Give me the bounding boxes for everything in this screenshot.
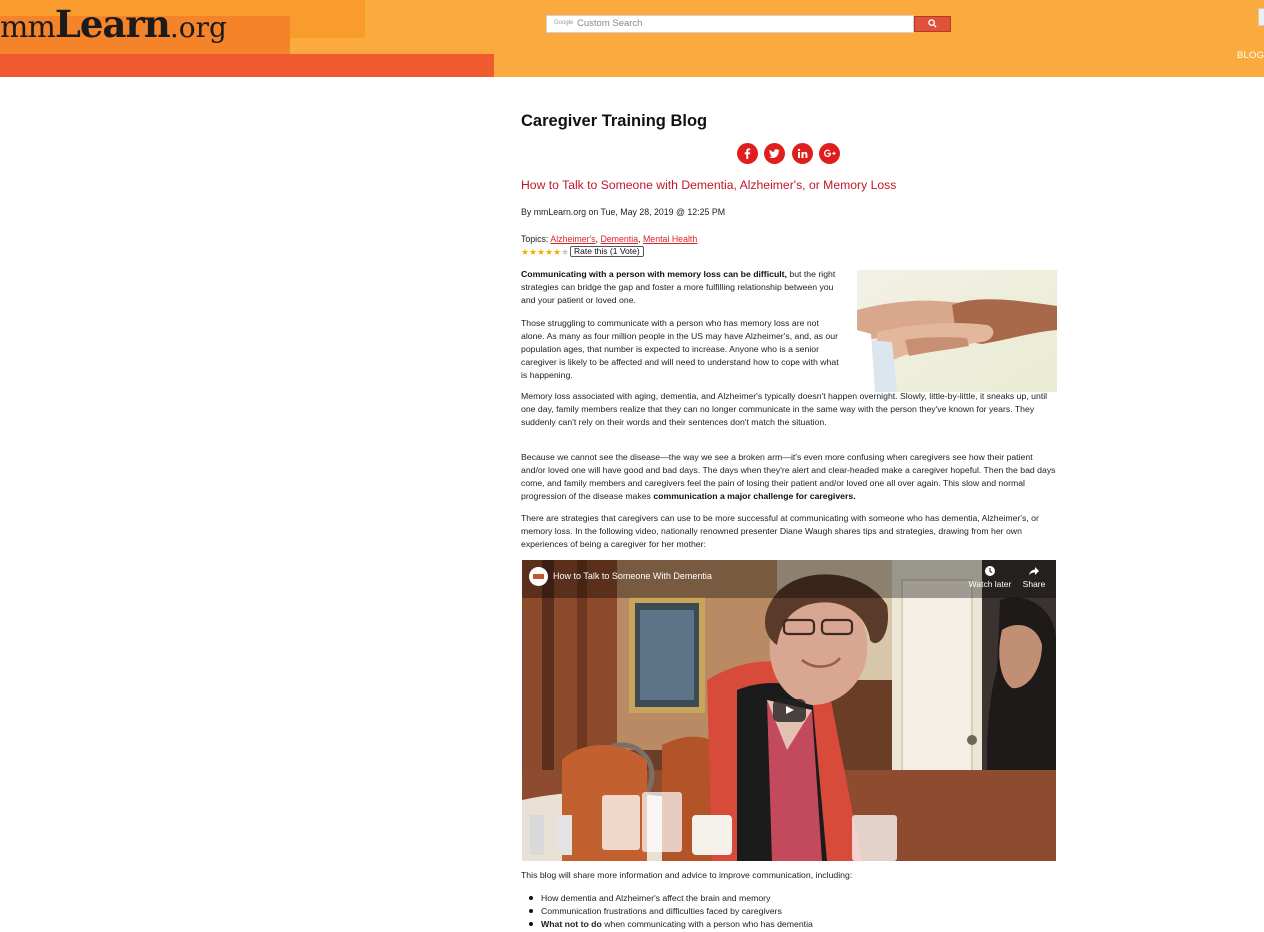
header-stripe-decor (0, 54, 494, 77)
google-brand-label: Google (554, 20, 574, 26)
page-title: Caregiver Training Blog (521, 112, 708, 130)
topic-link-dementia[interactable]: Dementia (600, 234, 639, 244)
post-byline: By mmLearn.org on Tue, May 28, 2019 @ 12:25 PM (521, 207, 726, 217)
article-paragraph: Those struggling to communicate with a person who has memory loss are not alone. As many as four million people in the US may have Alzheimer's, and, as our population ages, that number is expected to increase. Anyone who is a senior caregiver is likely to be affected and will need to understand how to cope with what is happening. (521, 318, 839, 380)
search-input[interactable] (546, 15, 914, 33)
channel-avatar[interactable] (529, 567, 548, 586)
twitter-share-button[interactable] (764, 143, 785, 164)
linkedin-icon (796, 147, 809, 160)
star-icon[interactable]: ★ (521, 246, 530, 257)
rate-this-button[interactable]: Rate this (1 Vote) (570, 246, 644, 257)
post-title-link[interactable]: How to Talk to Someone with Dementia, Alzheimer's, or Memory Loss (521, 178, 897, 192)
rating-widget (521, 246, 644, 257)
site-logo[interactable]: mmLearn.org (0, 2, 227, 46)
linkedin-share-button[interactable] (792, 143, 813, 164)
article-paragraph: Because we cannot see the disease—the way we see a broken arm—it's even more confusing when caregivers see how their patient and/or loved one will have good and bad days. The days when they're alert and clear-headed make a caregiver hopeful. Then the bad days come, and family members and caregivers feel the pain of losing their patient and/or loved one all over again. This slow and normal progression of the disease makes communication a major challenge for caregivers. (521, 452, 1056, 501)
site-header (0, 0, 1264, 77)
star-icon[interactable]: ★ (529, 246, 538, 257)
holding-hands-image (857, 270, 1057, 392)
star-icon[interactable]: ★ (553, 246, 562, 257)
watch-later-button[interactable] (966, 565, 1014, 589)
clock-icon (984, 565, 996, 577)
facebook-share-button[interactable] (737, 143, 758, 164)
list-item: Communication frustrations and difficulties faced by caregivers (529, 905, 813, 918)
search-placeholder: Custom Search (577, 18, 643, 29)
senior-caregiver-link[interactable]: Anyone who is a senior caregiver (521, 344, 819, 367)
topics-label: Topics: (521, 234, 549, 244)
article-paragraph: There are strategies that caregivers can use to be more successful at communicating with someone who has dementia, Alzheimer's, or memory loss. In the following video, nationally renowned presenter Diane Waugh shares tips and strategies, drawing from her own experiences of being a caregiver for her mother: (521, 513, 1039, 549)
facebook-icon (741, 147, 754, 160)
topics-list (529, 892, 813, 931)
nav-item-blog[interactable]: BLOG (1237, 50, 1264, 61)
list-item: How dementia and Alzheimer's affect the brain and memory (529, 892, 813, 905)
play-icon (786, 706, 794, 714)
article-paragraph: Memory loss associated with aging, dementia, and Alzheimer's typically doesn't happen overnight. Slowly, little-by-little, it sneaks up, until one day, family members realize that they can no longer communicate in the same way with the person they've known for years. They suddenly can't rely on their words and their sentences don't match the situation. (521, 391, 1048, 427)
video-share-button[interactable] (1018, 565, 1050, 589)
header-widget-edge[interactable] (1258, 8, 1264, 26)
google-plus-share-button[interactable] (819, 143, 840, 164)
share-label: Share (1022, 579, 1046, 589)
post-topics: Topics: Alzheimer's, Dementia, Mental Health (521, 234, 698, 244)
list-item: What not to do when communicating with a person who has dementia (529, 918, 813, 931)
star-empty-icon[interactable]: ★ (561, 246, 570, 257)
share-arrow-icon (1028, 565, 1040, 577)
video-player[interactable] (522, 560, 1056, 861)
topic-link-mental-health[interactable]: Mental Health (642, 234, 698, 244)
article-paragraph: Communicating with a person with memory loss can be difficult, but the right strategies can bridge the gap and foster a more fulfilling relationship between you and your patient or loved one. (521, 269, 836, 305)
watch-later-label: Watch later (968, 579, 1012, 589)
search-button[interactable] (914, 16, 951, 32)
star-icon[interactable]: ★ (545, 246, 554, 257)
article-paragraph: This blog will share more information and advice to improve communication, including: (521, 870, 853, 880)
google-plus-icon (823, 147, 836, 160)
play-button[interactable] (773, 699, 806, 722)
search-icon (928, 19, 937, 28)
star-icon[interactable]: ★ (537, 246, 546, 257)
video-title[interactable]: How to Talk to Someone With Dementia (553, 571, 712, 581)
topic-link-alzheimers[interactable]: Alzheimer's (550, 234, 596, 244)
twitter-icon (768, 147, 781, 160)
